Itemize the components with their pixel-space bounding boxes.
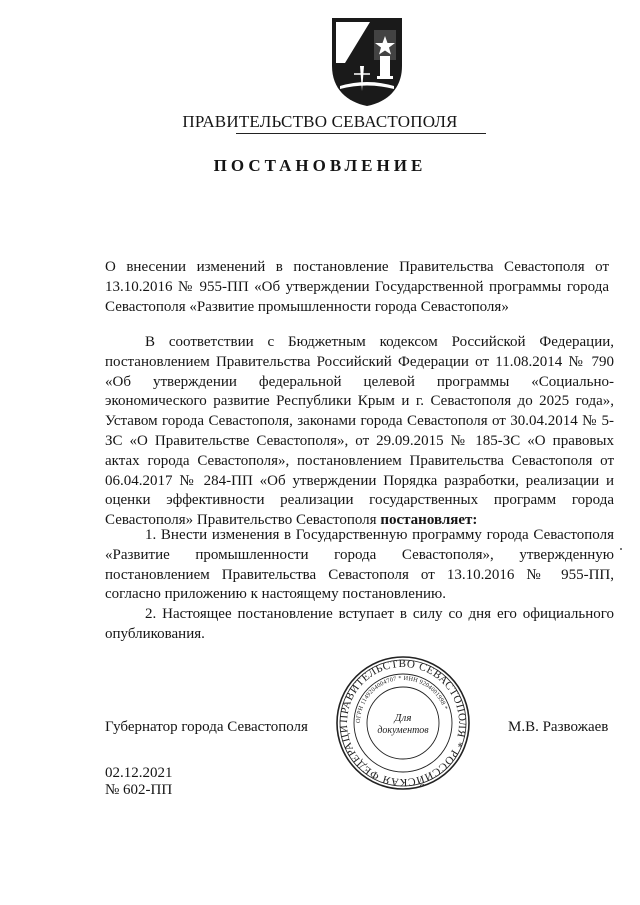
item-2: 2. Настоящее постановление вступает в силу со дня его официального опубликования. bbox=[105, 606, 614, 642]
seal-inner-text: ОГРН 1149204004707 * ИНН 9204001998 * bbox=[354, 674, 449, 724]
official-seal bbox=[334, 654, 472, 792]
header-divider bbox=[236, 133, 486, 134]
seal-center-line-2: документов bbox=[377, 725, 429, 736]
operative-items bbox=[105, 526, 614, 645]
seal-center-line-1: Для bbox=[394, 712, 412, 724]
document-type-title: ПОСТАНОВЛЕНИЕ bbox=[213, 156, 427, 175]
organization-title: ПРАВИТЕЛЬСТВО СЕВАСТОПОЛЯ bbox=[182, 112, 458, 131]
signatory-name: М.В. Развожаев bbox=[508, 719, 609, 735]
document-number: № 602-ПП bbox=[105, 782, 173, 798]
preamble-paragraph bbox=[105, 333, 614, 531]
seal-outer-text: ПРАВИТЕЛЬСТВО СЕВАСТОПОЛЯ * РОССИЙСКАЯ ФЕДЕРАЦИ bbox=[337, 657, 469, 789]
document-subject: О внесении изменений в постановление Правительства Севастополя от 13.10.2016 № 955-ПП «Об утверждении Государственной программы города Севастополя «Развитие промышленности города Севастополя» bbox=[105, 259, 609, 315]
item-1: 1. Внести изменения в Государственную программу города Севастополя «Развитие промышленности города Севастополя», утвержденную постановлением Правительства Севастополя от 13.10.2016 № 955-ПП, согласно приложению к настоящему постановлению. bbox=[105, 527, 614, 603]
document-date: 02.12.2021 bbox=[105, 765, 173, 781]
preamble-keyword: постановляет: bbox=[380, 512, 478, 529]
scan-mark bbox=[620, 548, 622, 550]
coat-of-arms-emblem bbox=[330, 16, 404, 108]
signatory-title: Губернатор города Севастополя bbox=[105, 719, 308, 735]
preamble-text: В соответствии с Бюджетным кодексом Российской Федерации, постановлением Правительства Российский Федерации от 11.08.2014 № 790 «Об утверждении федеральной целевой программы «Социально-экономического развитие Республики Крым и г. Севастополя до 2025 года», Уставом города Севастополя, законами города Севастополя от 30.04.2014 № 5-ЗС «О Правительстве Севастополя», от 29.09.2015 № 185-ЗС «О правовых актах города Севастополя», постановлением Правительства Севастополя от 06.04.2017 № 284-ПП «Об утверждении Порядка разработки, реализации и оценки эффективности реализации государственных программ города Севастополя» Правительство Севастополя bbox=[105, 334, 614, 529]
